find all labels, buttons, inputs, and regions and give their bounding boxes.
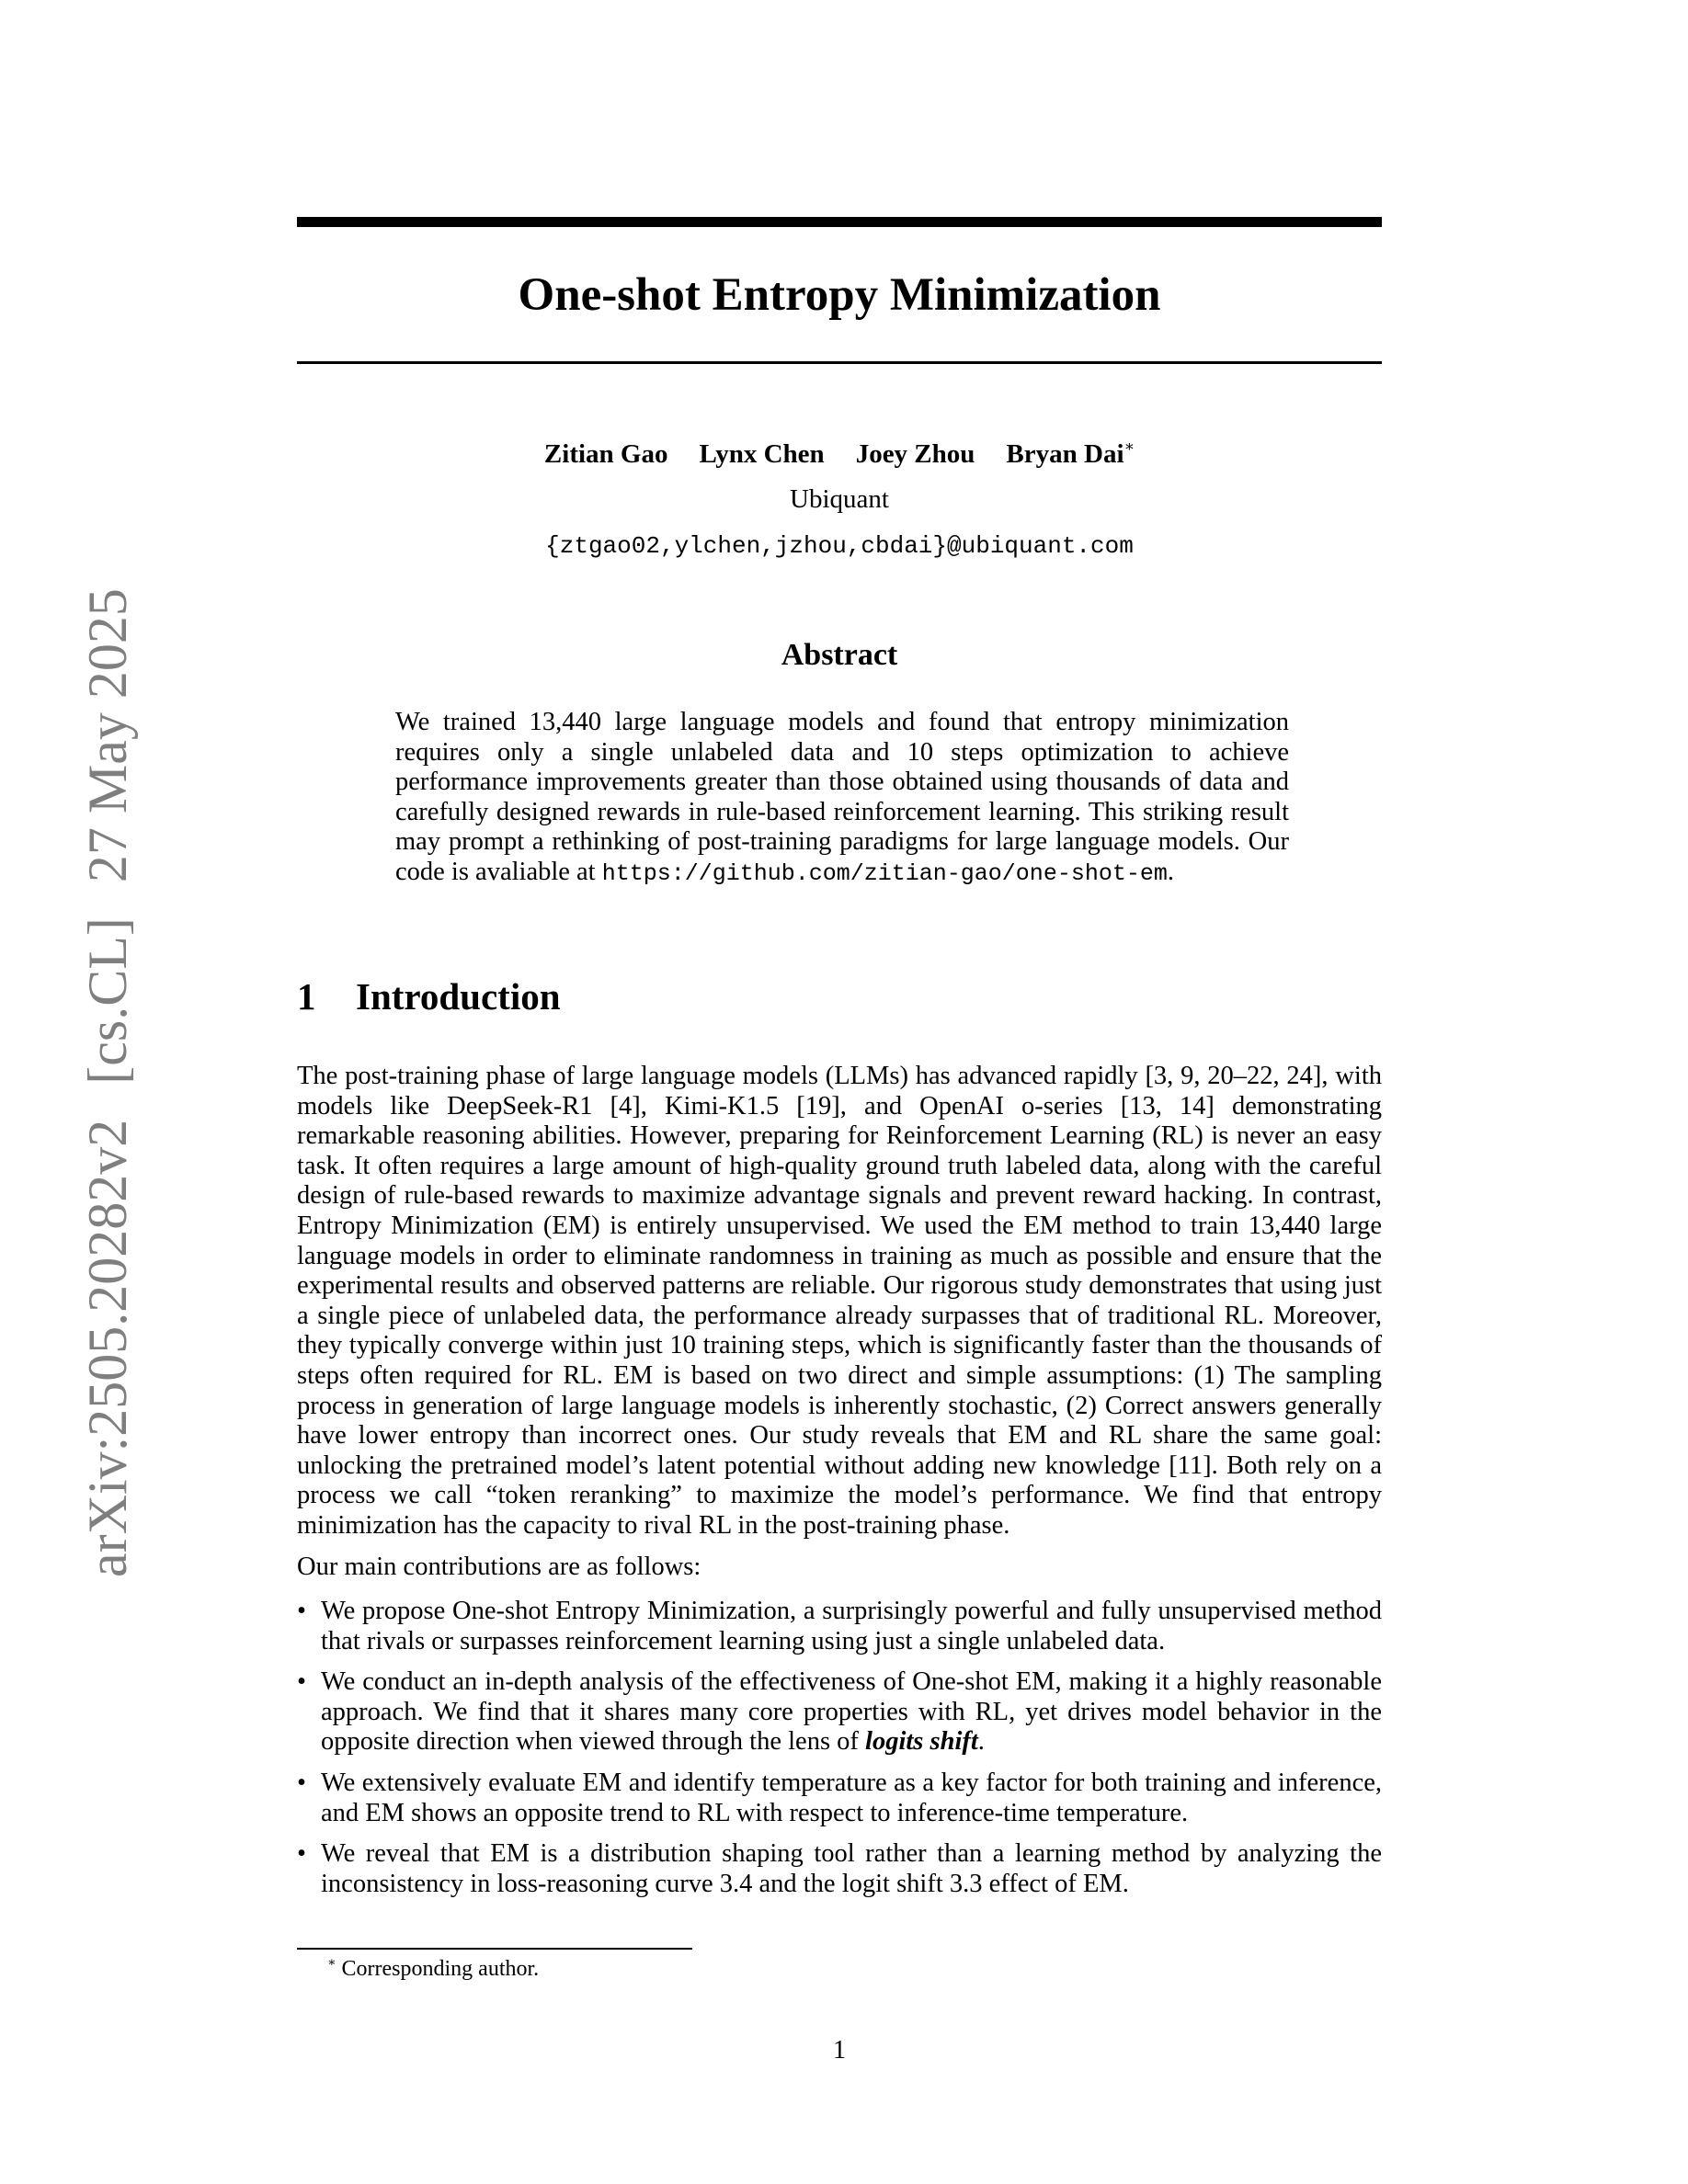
intro-paragraph: The post-training phase of large language models (LLMs) has advanced rapidly [3, 9, 20–22, 24], with models like DeepSeek-R1 [4], Kimi-K1.5 [19], and OpenAI o-series [13, 14] demonstrating remarkable reasoning abilities. However, preparing for Reinforcement Learning (RL) is never an easy task. It often requires a large amount of high-quality ground truth labeled data, along with the careful design of rule-based rewards to maximize advantage signals and prevent reward hacking. In contrast, Entropy Minimization (EM) is entirely unsupervised. We used the EM method to train 13,440 large language models in order to eliminate randomness in training as much as possible and ensure that the experimental results and observed patterns are reliable. Our rigorous study demonstrates that using just a single piece of unlabeled data, the performance already surpasses that of traditional RL. Moreover, they typically converge within just 10 training steps, which is significantly faster than the thousands of steps often required for RL. EM is based on two direct and simple assumptions: (1) The sampling process in generation of large language models is inherently stochastic, (2) Correct answers generally have lower entropy than incorrect ones. Our study reveals that EM and RL share the same goal: unlocking the pretrained model’s latent potential without adding new knowledge [11]. Both rely on a process we call “token reranking” to maximize the model’s performance. We find that entropy minimization has the capacity to rival RL in the post-training phase. — [297, 1062, 1382, 1540]
arxiv-date: 27 May 2025 — [77, 588, 138, 883]
author-list — [297, 436, 1382, 472]
footnote-mark: ∗ — [327, 1956, 336, 1970]
page-number: 1 — [833, 2036, 846, 2065]
list-item: • We conduct an in-depth analysis of the effectiveness of One-shot EM, making it a highly reasonable approach. We find that it shares many core properties with RL, yet drives model behavior in the opposite direction when viewed through the lens of logits shift. — [297, 1667, 1382, 1757]
author-name: Lynx Chen — [699, 439, 825, 469]
contributions-lead: Our main contributions are as follows: — [297, 1552, 701, 1581]
introduction-body — [297, 1062, 1382, 1910]
abstract-text: We trained 13,440 large language models and found that entropy minimization requires only a single unlabeled data and 10 steps optimization to achieve performance improvements greater than those obtained using thousands of data and carefully designed rewards in rule-based reinforcement learning. This striking result may prompt a rethinking of post-training paradigms for large language models. Our code is avaliable at https://github.com/zitian-gao/one-shot-em. — [395, 708, 1289, 887]
section-number: 1 — [297, 975, 316, 1018]
footnote-rule — [297, 1948, 692, 1950]
list-item: • We reveal that EM is a distribution shaping tool rather than a learning method by analyzing the inconsistency in loss-reasoning curve 3.4 and the logit shift 3.3 effect of EM. — [297, 1839, 1382, 1898]
emphasis: logits shift — [865, 1727, 978, 1757]
bullet-mark: • — [297, 1839, 306, 1869]
footnote: ∗ Corresponding author. — [327, 1956, 540, 1981]
paper-title: One-shot Entropy Minimization — [518, 269, 1161, 321]
bullet-mark: • — [297, 1667, 306, 1697]
author-name: Bryan Dai∗ — [1006, 438, 1135, 469]
bullet-mark: • — [297, 1597, 306, 1626]
arxiv-id: arXiv:2505.20282v2 — [77, 1119, 138, 1577]
corresponding-mark: ∗ — [1123, 438, 1135, 455]
abstract-heading: Abstract — [781, 638, 898, 672]
bullet-mark: • — [297, 1769, 306, 1798]
arxiv-category: [cs.CL] — [77, 917, 138, 1085]
arxiv-stamp — [75, 588, 140, 1577]
author-emails: {ztgao02,ylchen,jzhou,cbdai}@ubiquant.com — [545, 532, 1134, 560]
section-heading — [297, 971, 1382, 1022]
code-link[interactable]: https://github.com/zitian-gao/one-shot-em — [601, 859, 1168, 887]
title-rule-top — [297, 217, 1382, 227]
list-item: • We extensively evaluate EM and identify temperature as a key factor for both training and inference, and EM shows an opposite trend to RL with respect to inference-time temperature. — [297, 1769, 1382, 1827]
author-name: Joey Zhou — [855, 439, 975, 469]
title-rule-bottom — [297, 361, 1382, 364]
section-title: Introduction — [356, 975, 561, 1018]
affiliation: Ubiquant — [790, 484, 889, 514]
list-item: • We propose One-shot Entropy Minimization, a surprisingly powerful and fully unsupervised method that rivals or surpasses reinforcement learning using just a single unlabeled data. — [297, 1597, 1382, 1655]
contributions-list — [297, 1597, 1382, 1899]
author-name: Zitian Gao — [543, 439, 668, 469]
